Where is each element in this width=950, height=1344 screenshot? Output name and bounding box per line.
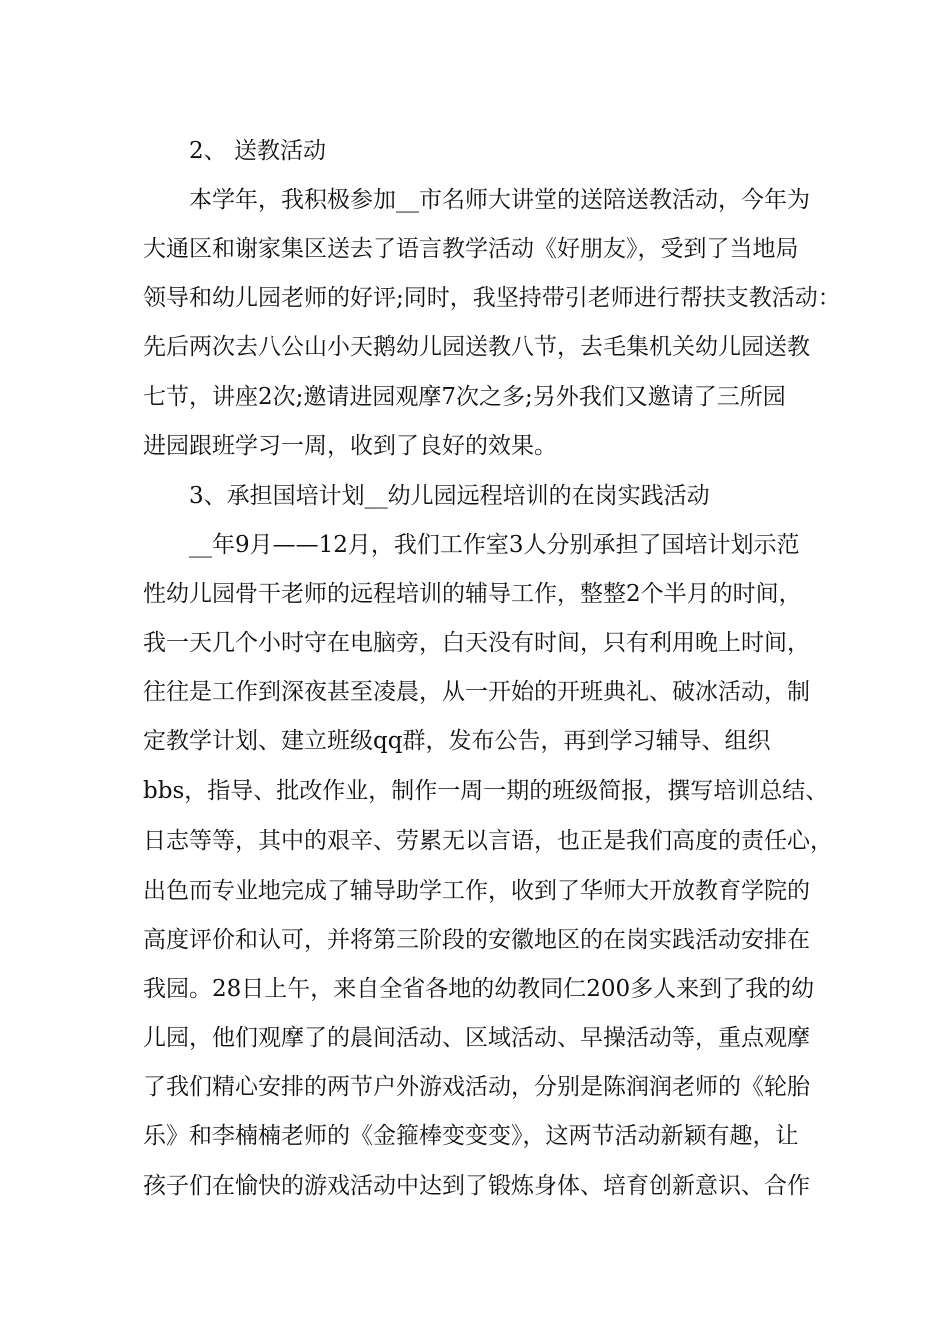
paragraph-line: 本学年，我积极参加__市名师大讲堂的送陪送教活动，今年为: [189, 187, 810, 213]
paragraph-line: 了我们精心安排的两节户外游戏活动，分别是陈润润老师的《轮胎: [143, 1074, 810, 1100]
paragraph-line: 儿园，他们观摩了的晨间活动、区域活动、早操活动等，重点观摩: [143, 1025, 810, 1051]
paragraph-line: 大通区和谢家集区送去了语言教学活动《好朋友》，受到了当地局: [143, 236, 799, 262]
paragraph-line: 先后两次去八公山小天鹅幼儿园送教八节，去毛集机关幼儿园送教: [143, 334, 810, 360]
paragraph-line: 我一天几个小时守在电脑旁，白天没有时间，只有利用晚上时间，: [143, 630, 810, 656]
paragraph-line: 高度评价和认可，并将第三阶段的安徽地区的在岗实践活动安排在: [143, 927, 810, 953]
paragraph-line: 定教学计划、建立班级qq群，发布公告，再到学习辅导、组织: [143, 728, 771, 754]
paragraph-line: 领导和幼儿园老师的好评;同时，我坚持带引老师进行帮扶支教活动：: [143, 285, 841, 311]
section-heading-2: 2、 送教活动: [189, 138, 326, 164]
paragraph-line: 日志等等，其中的艰辛、劳累无以言语，也正是我们高度的责任心，: [143, 828, 833, 854]
paragraph-line: 乐》和李楠楠老师的《金箍棒变变变》，这两节活动新颖有趣，让: [143, 1123, 799, 1149]
paragraph-line: 出色而专业地完成了辅导助学工作，收到了华师大开放教育学院的: [143, 878, 810, 904]
paragraph-line: 七节，讲座2次;邀请进园观摩7次之多;另外我们又邀请了三所园: [143, 384, 786, 410]
paragraph-line: 往往是工作到深夜甚至凌晨，从一开始的开班典礼、破冰活动，制: [143, 679, 810, 705]
paragraph-line: __年9月——12月，我们工作室3人分别承担了国培计划示范: [189, 532, 800, 558]
paragraph-line: bbs，指导、批改作业，制作一周一期的班级简报，撰写培训总结、: [143, 778, 829, 804]
section-heading-3: 3、承担国培计划__幼儿园远程培训的在岗实践活动: [189, 483, 710, 509]
paragraph-line: 进园跟班学习一周，收到了良好的效果。: [143, 433, 557, 459]
paragraph-line: 孩子们在愉快的游戏活动中达到了锻炼身体、培育创新意识、合作: [143, 1173, 810, 1199]
paragraph-line: 我园。28日上午，来自全省各地的幼教同仁200多人来到了我的幼: [143, 976, 815, 1002]
paragraph-line: 性幼儿园骨干老师的远程培训的辅导工作，整整2个半月的时间，: [143, 581, 802, 607]
